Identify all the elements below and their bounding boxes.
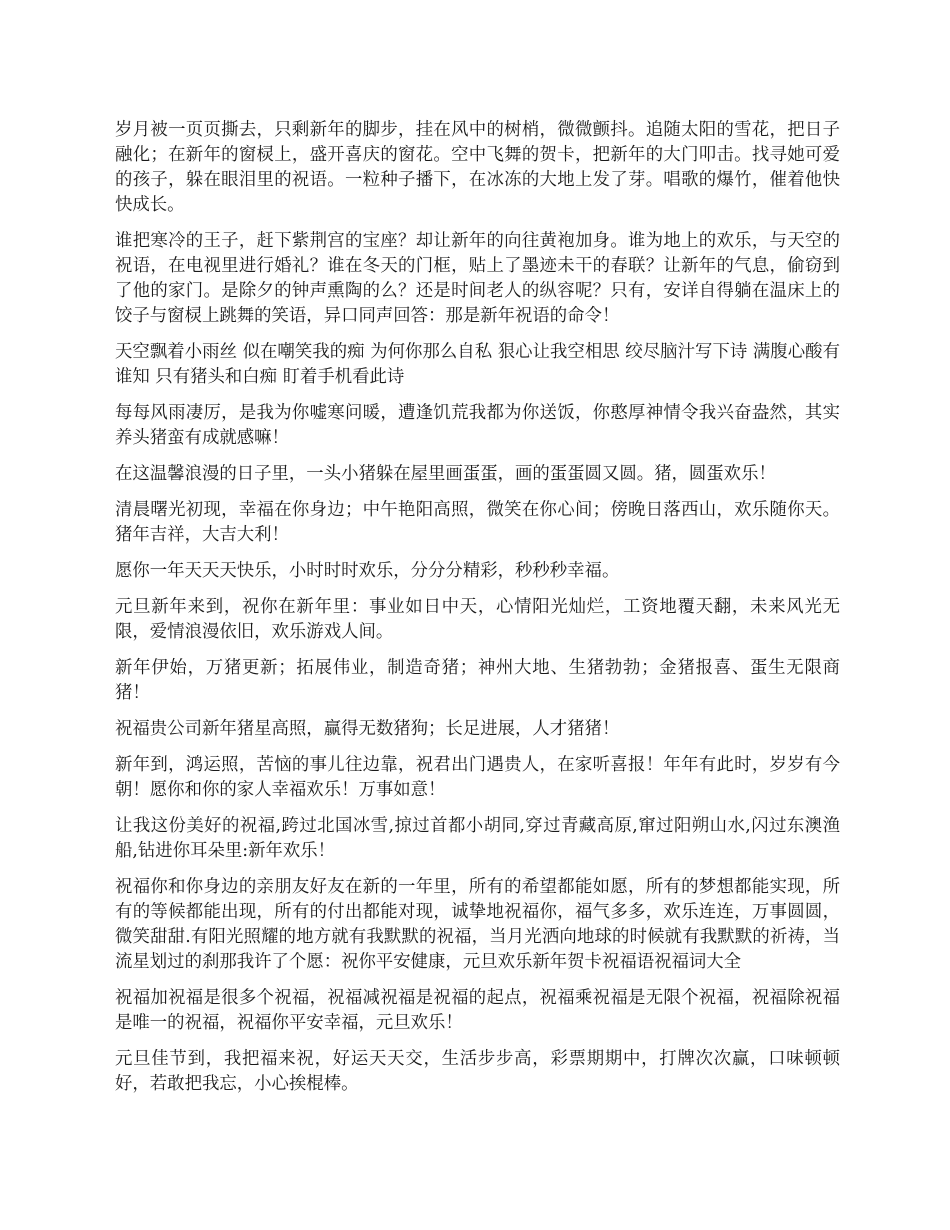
paragraph-10: 祝福贵公司新年猪星高照，赢得无数猪狗；长足进展，人才猪猪！ — [115, 719, 620, 739]
paragraph-9: 新年伊始，万猪更新；拓展伟业，制造奇猪；神州大地、生猪勃勃；金猪报喜、蛋生无限商猪！ — [115, 658, 840, 703]
paragraph-1: 岁月被一页页撕去，只剩新年的脚步，挂在风中的树梢，微微颤抖。追随太阳的雪花，把日子融化；在新年的窗棂上，盛开喜庆的窗花。空中飞舞的贺卡，把新年的大门叩击。找寻她可爱的孩子，躲在眼泪里的祝语。一粒种子播下，在冰冻的大地上发了芽。唱歌的爆竹，催着他快快成长。 — [115, 120, 840, 215]
paragraph-6: 清晨曙光初现，幸福在你身边；中午艳阳高照，微笑在你心间；傍晚日落西山，欢乐随你天。猪年吉祥，大吉大利！ — [115, 500, 840, 545]
paragraph-4: 每每风雨凄厉，是我为你嘘寒问暖，遭逢饥荒我都为你送饭，你憨厚神情令我兴奋盎然，其实养头猪蛮有成就感嘛！ — [115, 403, 840, 448]
paragraph-2: 谁把寒冷的王子，赶下紫荆宫的宝座？却让新年的向往黄袍加身。谁为地上的欢乐，与天空的祝语，在电视里进行婚礼？谁在冬天的门框，贴上了墨迹未干的春联？让新年的气息，偷窃到了他的家门。是除夕的钟声熏陶的么？还是时间老人的纵容呢？只有，安详自得躺在温床上的饺子与窗棂上跳舞的笑语，异口同声回答：那是新年祝语的命令！ — [115, 231, 840, 326]
paragraph-3: 天空飘着小雨丝 似在嘲笑我的痴 为何你那么自私 狠心让我空相思 绞尽脑汁写下诗 满腹心酸有谁知 只有猪头和白痴 盯着手机看此诗 — [115, 342, 840, 387]
paragraph-13: 祝福你和你身边的亲朋友好友在新的一年里，所有的希望都能如愿，所有的梦想都能实现，所有的等候都能出现，所有的付出都能对现，诚挚地祝福你，福气多多，欢乐连连，万事圆圆，微笑甜甜.有阳光照耀的地方就有我默默的祝福，当月光洒向地球的时候就有我默默的祈祷，当流星划过的刹那我许了个愿：祝你平安健康，元旦欢乐新年贺卡祝福语祝福词大全 — [115, 877, 840, 972]
document-page — [115, 118, 840, 1108]
paragraph-11: 新年到，鸿运照，苦恼的事儿往边靠，祝君出门遇贵人，在家听喜报！年年有此时，岁岁有今朝！愿你和你的家人幸福欢乐！万事如意！ — [115, 755, 840, 800]
paragraph-7: 愿你一年天天天快乐，小时时时欢乐，分分分精彩，秒秒秒幸福。 — [115, 561, 620, 581]
paragraph-5: 在这温馨浪漫的日子里，一头小猪躲在屋里画蛋蛋，画的蛋蛋圆又圆。猪，圆蛋欢乐！ — [115, 464, 776, 484]
paragraph-8: 元旦新年来到，祝你在新年里：事业如日中天，心情阳光灿烂，工资地覆天翻，未来风光无限，爱情浪漫依旧，欢乐游戏人间。 — [115, 597, 840, 642]
paragraph-14: 祝福加祝福是很多个祝福，祝福减祝福是祝福的起点，祝福乘祝福是无限个祝福，祝福除祝福是唯一的祝福，祝福你平安幸福，元旦欢乐！ — [115, 988, 840, 1033]
paragraph-15: 元旦佳节到，我把福来祝，好运天天交，生活步步高，彩票期期中，打牌次次赢，口味顿顿好，若敢把我忘，小心挨棍棒。 — [115, 1049, 840, 1094]
paragraph-12: 让我这份美好的祝福,跨过北国冰雪,掠过首都小胡同,穿过青藏高原,窜过阳朔山水,闪过东澳渔船,钻进你耳朵里:新年欢乐！ — [115, 816, 840, 861]
